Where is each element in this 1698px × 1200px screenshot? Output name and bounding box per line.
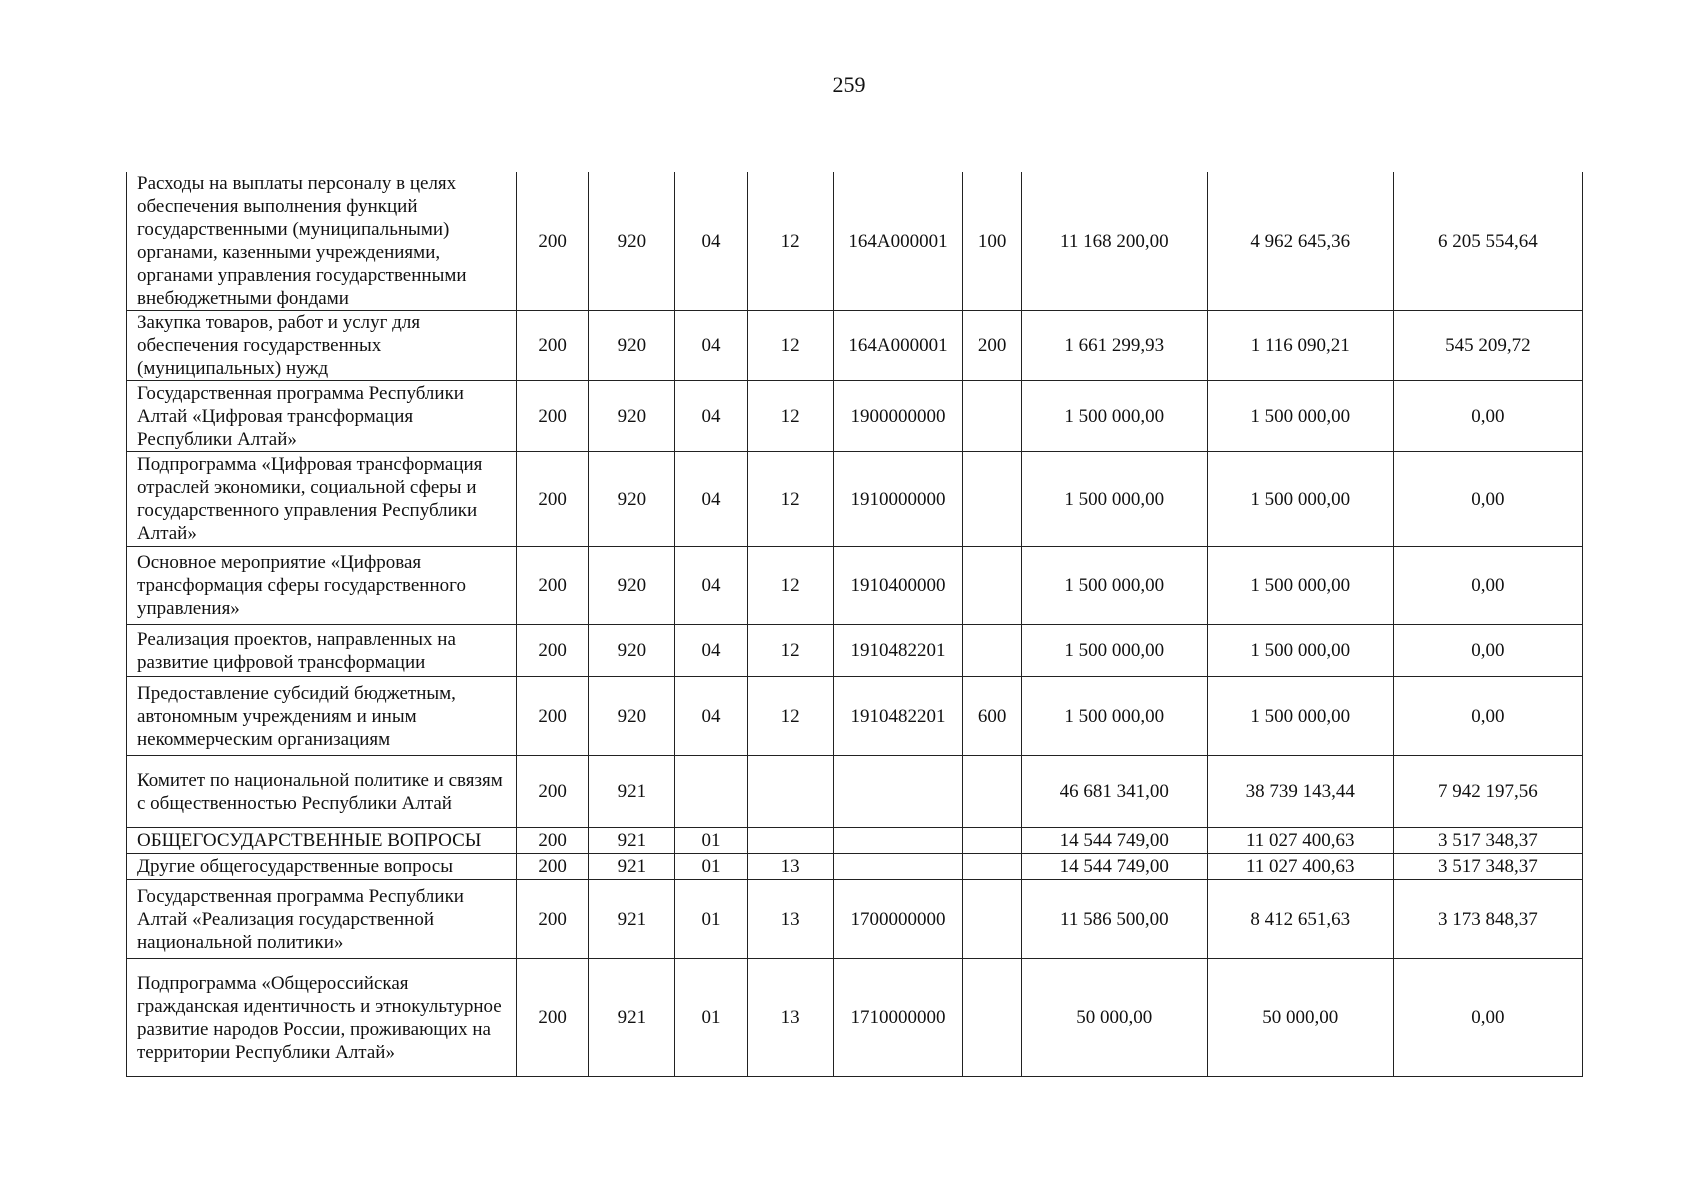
remainder-amount: 6 205 554,64 bbox=[1393, 172, 1582, 311]
remainder-amount: 3 517 348,37 bbox=[1393, 828, 1582, 854]
ved-code: 921 bbox=[589, 959, 675, 1077]
remainder-amount: 7 942 197,56 bbox=[1393, 756, 1582, 828]
row-name: Подпрограмма «Общероссийская гражданская идентичность и этнокультурное развитие народов России, проживающих на территории Республики Алтай» bbox=[127, 959, 517, 1077]
table-row bbox=[127, 381, 1583, 452]
table-row bbox=[127, 677, 1583, 756]
target-article-code bbox=[833, 828, 963, 854]
section-code: 04 bbox=[675, 677, 747, 756]
expense-type-code bbox=[963, 381, 1021, 452]
executed-amount: 1 500 000,00 bbox=[1207, 625, 1393, 677]
expense-type-code bbox=[963, 959, 1021, 1077]
executed-amount: 11 027 400,63 bbox=[1207, 828, 1393, 854]
expense-type-code bbox=[963, 880, 1021, 959]
subsection-code: 13 bbox=[747, 880, 833, 959]
ved-code: 920 bbox=[589, 547, 675, 625]
remainder-amount: 0,00 bbox=[1393, 677, 1582, 756]
plan-amount: 1 500 000,00 bbox=[1021, 625, 1207, 677]
section-code: 01 bbox=[675, 880, 747, 959]
section-code: 04 bbox=[675, 452, 747, 547]
remainder-amount: 0,00 bbox=[1393, 547, 1582, 625]
target-article-code: 1910400000 bbox=[833, 547, 963, 625]
expense-type-code bbox=[963, 756, 1021, 828]
target-article-code: 1910000000 bbox=[833, 452, 963, 547]
subsection-code: 12 bbox=[747, 547, 833, 625]
budget-table bbox=[126, 172, 1583, 1077]
target-article-code: 1700000000 bbox=[833, 880, 963, 959]
table-row bbox=[127, 452, 1583, 547]
subsection-code: 13 bbox=[747, 854, 833, 880]
section-code bbox=[675, 756, 747, 828]
executed-amount: 4 962 645,36 bbox=[1207, 172, 1393, 311]
remainder-amount: 0,00 bbox=[1393, 452, 1582, 547]
table-row bbox=[127, 959, 1583, 1077]
remainder-amount: 0,00 bbox=[1393, 625, 1582, 677]
plan-amount: 11 168 200,00 bbox=[1021, 172, 1207, 311]
subsection-code bbox=[747, 756, 833, 828]
expense-type-code bbox=[963, 828, 1021, 854]
ved-code: 920 bbox=[589, 677, 675, 756]
executed-amount: 1 500 000,00 bbox=[1207, 381, 1393, 452]
target-article-code: 1900000000 bbox=[833, 381, 963, 452]
ved-code: 920 bbox=[589, 381, 675, 452]
executed-amount: 1 500 000,00 bbox=[1207, 547, 1393, 625]
plan-amount: 1 500 000,00 bbox=[1021, 452, 1207, 547]
subsection-code: 12 bbox=[747, 625, 833, 677]
row-name: Подпрограмма «Цифровая трансформация отраслей экономики, социальной сферы и государственного управления Республики Алтай» bbox=[127, 452, 517, 547]
executed-amount: 11 027 400,63 bbox=[1207, 854, 1393, 880]
plan-amount: 1 661 299,93 bbox=[1021, 311, 1207, 381]
ved-code: 920 bbox=[589, 311, 675, 381]
ved-code: 920 bbox=[589, 625, 675, 677]
subsection-code: 12 bbox=[747, 381, 833, 452]
admin-code: 200 bbox=[517, 547, 589, 625]
expense-type-code bbox=[963, 547, 1021, 625]
plan-amount: 11 586 500,00 bbox=[1021, 880, 1207, 959]
ved-code: 921 bbox=[589, 756, 675, 828]
target-article-code: 164А000001 bbox=[833, 311, 963, 381]
executed-amount: 50 000,00 bbox=[1207, 959, 1393, 1077]
target-article-code: 164А000001 bbox=[833, 172, 963, 311]
table-row bbox=[127, 311, 1583, 381]
table-row bbox=[127, 625, 1583, 677]
section-code: 01 bbox=[675, 959, 747, 1077]
expense-type-code bbox=[963, 625, 1021, 677]
admin-code: 200 bbox=[517, 854, 589, 880]
subsection-code: 13 bbox=[747, 959, 833, 1077]
target-article-code: 1710000000 bbox=[833, 959, 963, 1077]
admin-code: 200 bbox=[517, 625, 589, 677]
remainder-amount: 3 517 348,37 bbox=[1393, 854, 1582, 880]
remainder-amount: 0,00 bbox=[1393, 381, 1582, 452]
table-row bbox=[127, 880, 1583, 959]
row-name: ОБЩЕГОСУДАРСТВЕННЫЕ ВОПРОСЫ bbox=[127, 828, 517, 854]
plan-amount: 14 544 749,00 bbox=[1021, 828, 1207, 854]
table-row bbox=[127, 172, 1583, 311]
admin-code: 200 bbox=[517, 172, 589, 311]
row-name: Расходы на выплаты персоналу в целях обеспечения выполнения функций государственными (муниципальными) органами, казенными учреждениями, органами управления государственными внебюджетными фондами bbox=[127, 172, 517, 311]
target-article-code: 1910482201 bbox=[833, 625, 963, 677]
admin-code: 200 bbox=[517, 452, 589, 547]
expense-type-code: 100 bbox=[963, 172, 1021, 311]
remainder-amount: 3 173 848,37 bbox=[1393, 880, 1582, 959]
ved-code: 921 bbox=[589, 880, 675, 959]
table-row bbox=[127, 547, 1583, 625]
row-name: Другие общегосударственные вопросы bbox=[127, 854, 517, 880]
expense-type-code: 600 bbox=[963, 677, 1021, 756]
row-name: Комитет по национальной политике и связям с общественностью Республики Алтай bbox=[127, 756, 517, 828]
section-code: 04 bbox=[675, 625, 747, 677]
plan-amount: 50 000,00 bbox=[1021, 959, 1207, 1077]
admin-code: 200 bbox=[517, 959, 589, 1077]
row-name: Предоставление субсидий бюджетным, автономным учреждениям и иным некоммерческим организациям bbox=[127, 677, 517, 756]
row-name: Закупка товаров, работ и услуг для обеспечения государственных (муниципальных) нужд bbox=[127, 311, 517, 381]
ved-code: 920 bbox=[589, 172, 675, 311]
executed-amount: 1 500 000,00 bbox=[1207, 677, 1393, 756]
subsection-code bbox=[747, 828, 833, 854]
subsection-code: 12 bbox=[747, 172, 833, 311]
admin-code: 200 bbox=[517, 677, 589, 756]
admin-code: 200 bbox=[517, 828, 589, 854]
plan-amount: 1 500 000,00 bbox=[1021, 381, 1207, 452]
section-code: 04 bbox=[675, 311, 747, 381]
row-name: Государственная программа Республики Алтай «Реализация государственной национальной политики» bbox=[127, 880, 517, 959]
section-code: 04 bbox=[675, 547, 747, 625]
executed-amount: 1 116 090,21 bbox=[1207, 311, 1393, 381]
executed-amount: 8 412 651,63 bbox=[1207, 880, 1393, 959]
plan-amount: 1 500 000,00 bbox=[1021, 547, 1207, 625]
section-code: 04 bbox=[675, 172, 747, 311]
table-body bbox=[127, 172, 1583, 1077]
expense-type-code bbox=[963, 452, 1021, 547]
row-name: Реализация проектов, направленных на развитие цифровой трансформации bbox=[127, 625, 517, 677]
target-article-code: 1910482201 bbox=[833, 677, 963, 756]
executed-amount: 1 500 000,00 bbox=[1207, 452, 1393, 547]
plan-amount: 14 544 749,00 bbox=[1021, 854, 1207, 880]
section-code: 01 bbox=[675, 854, 747, 880]
target-article-code bbox=[833, 854, 963, 880]
table-row bbox=[127, 828, 1583, 854]
subsection-code: 12 bbox=[747, 311, 833, 381]
plan-amount: 46 681 341,00 bbox=[1021, 756, 1207, 828]
admin-code: 200 bbox=[517, 381, 589, 452]
ved-code: 921 bbox=[589, 854, 675, 880]
executed-amount: 38 739 143,44 bbox=[1207, 756, 1393, 828]
table-row bbox=[127, 756, 1583, 828]
plan-amount: 1 500 000,00 bbox=[1021, 677, 1207, 756]
section-code: 04 bbox=[675, 381, 747, 452]
admin-code: 200 bbox=[517, 311, 589, 381]
subsection-code: 12 bbox=[747, 677, 833, 756]
remainder-amount: 0,00 bbox=[1393, 959, 1582, 1077]
ved-code: 921 bbox=[589, 828, 675, 854]
expense-type-code: 200 bbox=[963, 311, 1021, 381]
admin-code: 200 bbox=[517, 756, 589, 828]
ved-code: 920 bbox=[589, 452, 675, 547]
target-article-code bbox=[833, 756, 963, 828]
page-number: 259 bbox=[832, 72, 866, 97]
table-row bbox=[127, 854, 1583, 880]
section-code: 01 bbox=[675, 828, 747, 854]
expense-type-code bbox=[963, 854, 1021, 880]
remainder-amount: 545 209,72 bbox=[1393, 311, 1582, 381]
row-name: Государственная программа Республики Алтай «Цифровая трансформация Республики Алтай» bbox=[127, 381, 517, 452]
admin-code: 200 bbox=[517, 880, 589, 959]
row-name: Основное мероприятие «Цифровая трансформация сферы государственного управления» bbox=[127, 547, 517, 625]
subsection-code: 12 bbox=[747, 452, 833, 547]
